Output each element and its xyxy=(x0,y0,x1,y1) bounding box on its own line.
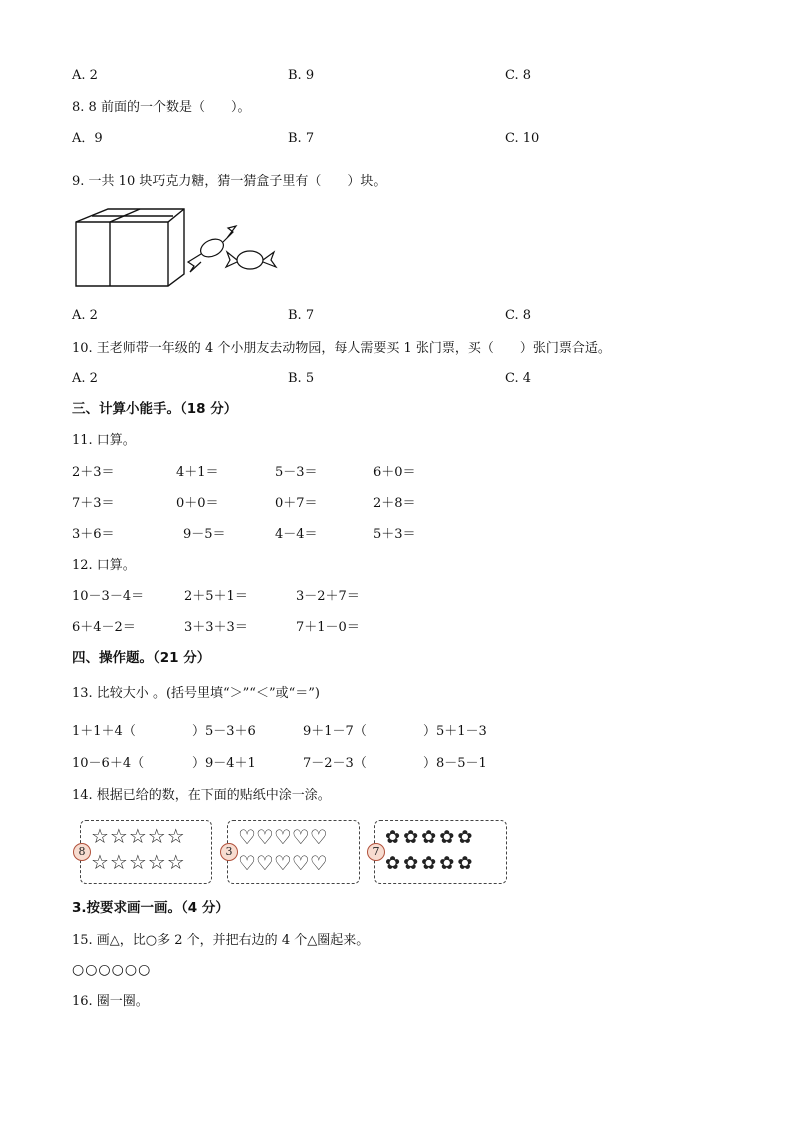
q10-option-b[interactable]: B. 5 xyxy=(288,371,315,386)
calc-item: 3＋6＝ xyxy=(72,527,115,542)
gift-box-icon xyxy=(76,209,184,286)
compare-right: ）5－3＋6 xyxy=(192,724,256,739)
calc-item: 2＋8＝ xyxy=(373,496,416,511)
q8-option-c[interactable]: C. 10 xyxy=(505,131,540,146)
calc-item: 0＋7＝ xyxy=(275,496,318,511)
flower-icon-row[interactable]: ✿✿✿✿✿ xyxy=(385,827,476,848)
compare-right: ）8－5－1 xyxy=(423,756,487,771)
q8-option-b[interactable]: B. 7 xyxy=(288,131,315,146)
q10-question: 10. 王老师带一年级的 4 个小朋友去动物园，每人需要买 1 张门票，买（ ）张门票合适。 xyxy=(72,341,611,356)
calc-item: 4－4＝ xyxy=(275,527,318,542)
calc-item: 4＋1＝ xyxy=(176,465,219,480)
q13-label: 13. 比较大小 。(括号里填“＞”“＜”或“＝”) xyxy=(72,686,320,701)
sticker-number-badge: 8 xyxy=(73,843,91,861)
box-and-candies-illustration xyxy=(70,204,290,288)
compare-left: 1＋1＋4（ xyxy=(72,724,136,739)
q8-question: 8. 8 前面的一个数是（ ）。 xyxy=(72,100,251,115)
q15-question: 15. 画△，比○多 2 个，并把右边的 4 个△圈起来。 xyxy=(72,933,370,948)
q7-option-a[interactable]: A. 2 xyxy=(72,68,98,83)
flower-icon-row[interactable]: ✿✿✿✿✿ xyxy=(385,853,476,874)
calc-item: 6＋4－2＝ xyxy=(72,620,136,635)
q11-label: 11. 口算。 xyxy=(72,433,136,448)
q12-label: 12. 口算。 xyxy=(72,558,136,573)
compare-right: ）5＋1－3 xyxy=(423,724,487,739)
compare-left: 9＋1－7（ xyxy=(303,724,367,739)
heart-icon-row[interactable]: ♡♡♡♡♡ xyxy=(238,825,328,849)
sticker-number-badge: 7 xyxy=(367,843,385,861)
q7-option-b[interactable]: B. 9 xyxy=(288,68,315,83)
calc-item: 2＋3＝ xyxy=(72,465,115,480)
calc-item: 6＋0＝ xyxy=(373,465,416,480)
calc-item: 7＋3＝ xyxy=(72,496,115,511)
compare-right: ）9－4＋1 xyxy=(192,756,256,771)
q10-option-c[interactable]: C. 4 xyxy=(505,371,532,386)
calc-item: 0＋0＝ xyxy=(176,496,219,511)
q9-option-c[interactable]: C. 8 xyxy=(505,308,532,323)
q9-option-a[interactable]: A. 2 xyxy=(72,308,98,323)
calc-item: 7＋1－0＝ xyxy=(296,620,360,635)
candy-icon xyxy=(226,251,276,269)
sticker-card-flowers[interactable] xyxy=(374,820,507,884)
circle-row: ○○○○○○ xyxy=(72,962,152,978)
q14-label: 14. 根据已给的数，在下面的贴纸中涂一涂。 xyxy=(72,788,331,803)
calc-item: 3－2＋7＝ xyxy=(296,589,360,604)
q10-option-a[interactable]: A. 2 xyxy=(72,371,98,386)
section-title-calculation: 三、计算小能手。（18 分） xyxy=(72,401,238,417)
calc-item: 10－3－4＝ xyxy=(72,589,145,604)
q8-option-a[interactable]: A．9 xyxy=(72,131,103,146)
q16-question: 16. 圈一圈。 xyxy=(72,994,149,1009)
calc-item: 9－5＝ xyxy=(183,527,226,542)
calc-item: 3＋3＋3＝ xyxy=(184,620,248,635)
q9-question: 9. 一共 10 块巧克力糖，猜一猜盒子里有（ ）块。 xyxy=(72,174,387,189)
q9-option-b[interactable]: B. 7 xyxy=(288,308,315,323)
calc-item: 5＋3＝ xyxy=(373,527,416,542)
compare-left: 7－2－3（ xyxy=(303,756,367,771)
calc-item: 5－3＝ xyxy=(275,465,318,480)
section-title-operation: 四、操作题。（21 分） xyxy=(72,650,211,666)
heart-icon-row[interactable]: ♡♡♡♡♡ xyxy=(238,851,328,875)
sticker-number-badge: 3 xyxy=(220,843,238,861)
star-icon-row[interactable]: ☆☆☆☆☆ xyxy=(91,824,186,848)
calc-item: 2＋5＋1＝ xyxy=(184,589,248,604)
star-icon-row[interactable]: ☆☆☆☆☆ xyxy=(91,850,186,874)
sticker-card-hearts[interactable] xyxy=(227,820,360,884)
compare-left: 10－6＋4（ xyxy=(72,756,145,771)
section-title-draw: 3.按要求画一画。（4 分） xyxy=(72,900,229,916)
sticker-card-stars[interactable] xyxy=(80,820,212,884)
q7-option-c[interactable]: C. 8 xyxy=(505,68,532,83)
